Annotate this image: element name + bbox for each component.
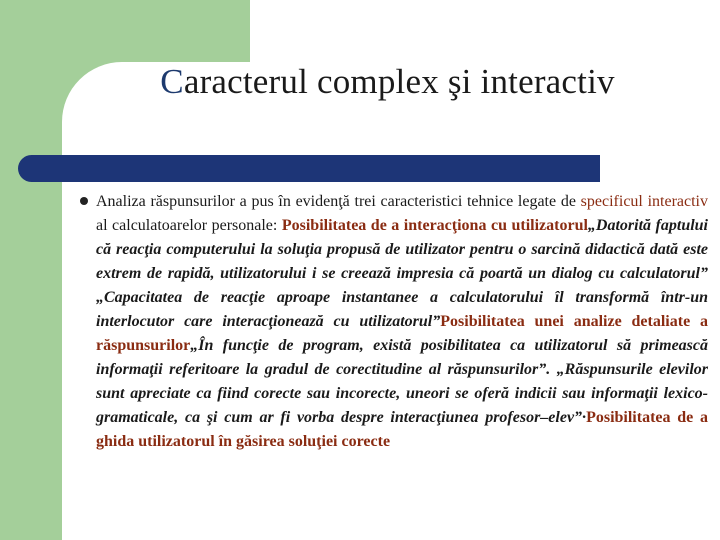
body-point3: Posibilitatea de a ghida utilizatorul în găsirea soluţiei corecte — [96, 409, 709, 450]
body-intro: Analiza răspunsurilor a pus în evidenţă trei caracteristici tehnice legate de — [96, 193, 581, 210]
title-divider-bar — [18, 155, 600, 182]
body-point2: Posibilitatea unei analize detaliate a răspunsurilor — [96, 313, 708, 354]
body-quote2: „În funcţie de program, există posibilitatea ca utilizatorul să primească informaţii referitoare la gradul de corectitudine al răspunsurilor”. „Răspunsurile elevilor sunt apreciate ca fiind corecte sau incorecte, uneori se oferă indicii sau informaţii lexico-gramaticale, ca şi cum ar fi vorba despre interacţiunea profesor–elev”· — [96, 337, 708, 426]
title-rest: aracterul complex şi interactiv — [183, 62, 615, 101]
body-quote1: „Datorită faptului că reacţia computerului la soluţia propusă de utilizator pentru o sarcină didactică dată este extrem de rapidă, utilizatorului i se creează impresia că poartă un dialog cu calculatorul” „Capacitatea de reacţie aproape instantanee a calculatorului îl transformă într-un interlocutor care interacţionează cu utilizatorul” — [96, 217, 709, 330]
body-highlight: specificul interactiv — [580, 193, 709, 210]
slide-title — [0, 62, 720, 102]
slide-body-text — [96, 190, 708, 454]
body-text2: al calculatoarelor personale: — [96, 217, 282, 234]
body-point1: Posibilitatea de a interacţiona cu utilizatorul — [281, 217, 588, 234]
title-first-letter: C — [160, 62, 184, 101]
bullet-icon — [80, 197, 88, 205]
